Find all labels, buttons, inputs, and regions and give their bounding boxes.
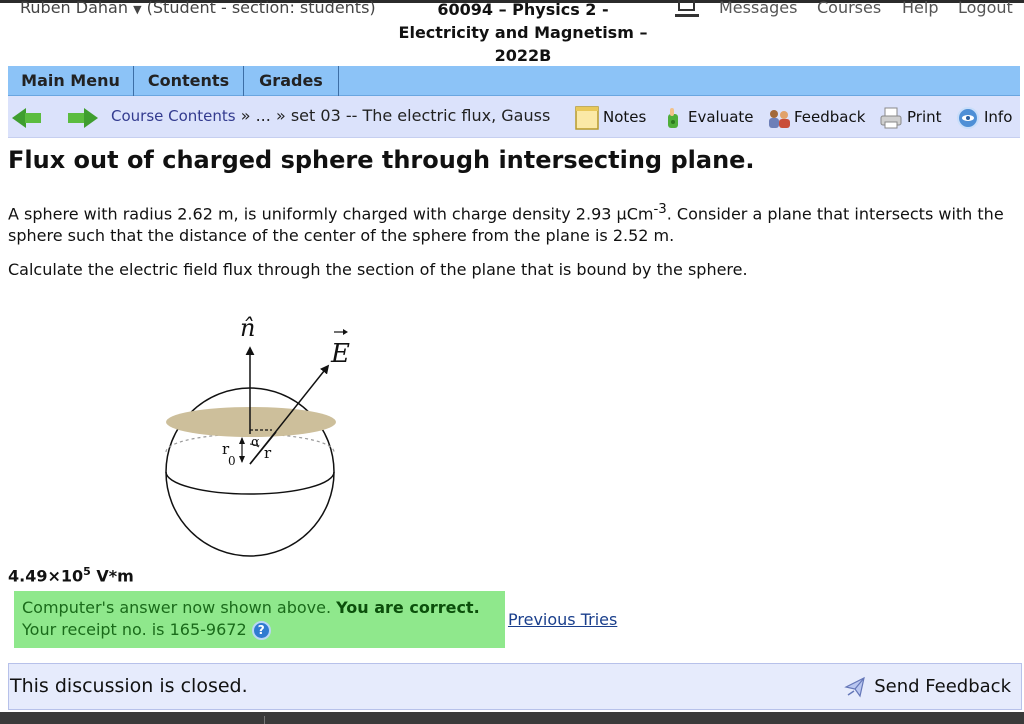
bottom-bar (0, 712, 1024, 724)
feedback-label: Feedback (794, 108, 866, 126)
user-name[interactable]: Ruben Dahan (20, 0, 128, 17)
notepad-icon (575, 106, 599, 130)
r0-arrowhead-top (239, 437, 245, 444)
breadcrumb-separator: » (240, 106, 251, 125)
course-title-line2: Electricity and Magnetism – (398, 23, 648, 42)
user-menu-caret-icon[interactable]: ▼ (133, 3, 142, 16)
help-icon[interactable]: ? (252, 621, 271, 640)
r0-label: r (222, 440, 230, 458)
print-button[interactable] (879, 104, 942, 130)
evaluate-icon (660, 106, 684, 130)
notes-button[interactable] (575, 104, 646, 130)
send-feedback-icon (844, 675, 870, 699)
messages-link[interactable]: Messages (719, 0, 798, 17)
field-label: E (331, 339, 350, 369)
discussion-bar (8, 663, 1022, 710)
send-feedback-button[interactable] (844, 675, 1011, 699)
answer-value (8, 565, 134, 585)
user-info[interactable] (20, 0, 376, 17)
evaluate-label: Evaluate (688, 108, 754, 126)
notes-label: Notes (603, 108, 647, 126)
logout-link[interactable]: Logout (958, 0, 1013, 17)
intersection-disk (166, 407, 336, 437)
tab-grades[interactable]: Grades (244, 66, 339, 96)
forward-arrow-body[interactable] (68, 113, 84, 123)
tab-contents[interactable]: Contents (134, 66, 244, 96)
feedback-button[interactable] (766, 104, 865, 130)
receipt-text: Your receipt no. is 165-9672 (22, 620, 247, 639)
problem-exponent: -3 (653, 202, 667, 217)
correct-feedback-box (14, 591, 505, 648)
problem-title: Flux out of charged sphere through intersecting plane. (8, 146, 755, 174)
info-label: Info (984, 108, 1013, 126)
computer-icon[interactable] (675, 0, 699, 18)
problem-statement (8, 199, 1018, 247)
breadcrumb-separator: » (275, 106, 286, 125)
main-menu-bar (8, 66, 1020, 96)
back-arrow-body[interactable] (25, 113, 41, 123)
feedback-line1: Computer's answer now shown above. (22, 598, 332, 617)
course-title (392, 0, 654, 67)
r0-subscript: 0 (228, 454, 236, 468)
answer-unit: V*m (90, 566, 134, 586)
courses-link[interactable]: Courses (817, 0, 882, 17)
discussion-closed-text: This discussion is closed. (10, 675, 248, 697)
problem-question: Calculate the electric field flux through the section of the plane that is bound by the sphere. (8, 260, 748, 279)
info-button[interactable] (956, 104, 1012, 130)
answer-mantissa: 4.49×10 (8, 566, 84, 586)
print-label: Print (907, 108, 942, 126)
field-label-bar-tip (343, 329, 348, 335)
tab-main-menu[interactable]: Main Menu (8, 66, 134, 96)
course-title-line1: 60094 – Physics 2 - (437, 0, 609, 19)
top-header (0, 0, 1024, 66)
r-label: r (264, 444, 272, 462)
breadcrumb-current: set 03 -- The electric flux, Gauss (290, 106, 551, 125)
breadcrumb (111, 106, 550, 125)
problem-text-part1: A sphere with radius 2.62 m, is uniformly charged with charge density 2.93 μCm (8, 204, 654, 224)
previous-tries-link[interactable]: Previous Tries (508, 610, 618, 629)
send-feedback-label: Send Feedback (874, 676, 1011, 697)
answer-exponent: 5 (83, 565, 91, 578)
printer-icon (879, 106, 903, 130)
breadcrumb-ellipsis[interactable]: ... (255, 106, 271, 125)
r0-arrowhead-bottom (239, 456, 245, 463)
navigation-row (8, 96, 1020, 138)
help-link[interactable]: Help (902, 0, 939, 17)
sphere-equator-front (166, 472, 334, 494)
user-role: (Student - section: students) (146, 0, 376, 17)
forward-arrow-icon[interactable] (84, 108, 98, 128)
evaluate-button[interactable] (660, 104, 754, 130)
breadcrumb-course-contents[interactable]: Course Contents (111, 107, 236, 125)
sphere-plane-diagram (150, 302, 365, 557)
feedback-people-icon (766, 106, 790, 130)
alpha-label: α (251, 435, 260, 450)
info-icon (956, 106, 980, 130)
course-title-line3: 2022B (494, 46, 552, 65)
normal-label: n̂ (240, 314, 256, 342)
feedback-correct: You are correct. (336, 598, 480, 617)
problem-text-part2: . Consider a plane that intersects with the sphere such that the distance of the center of the sphere from the plane is 2.52 m. (8, 204, 1004, 246)
back-arrow-icon[interactable] (12, 108, 26, 128)
